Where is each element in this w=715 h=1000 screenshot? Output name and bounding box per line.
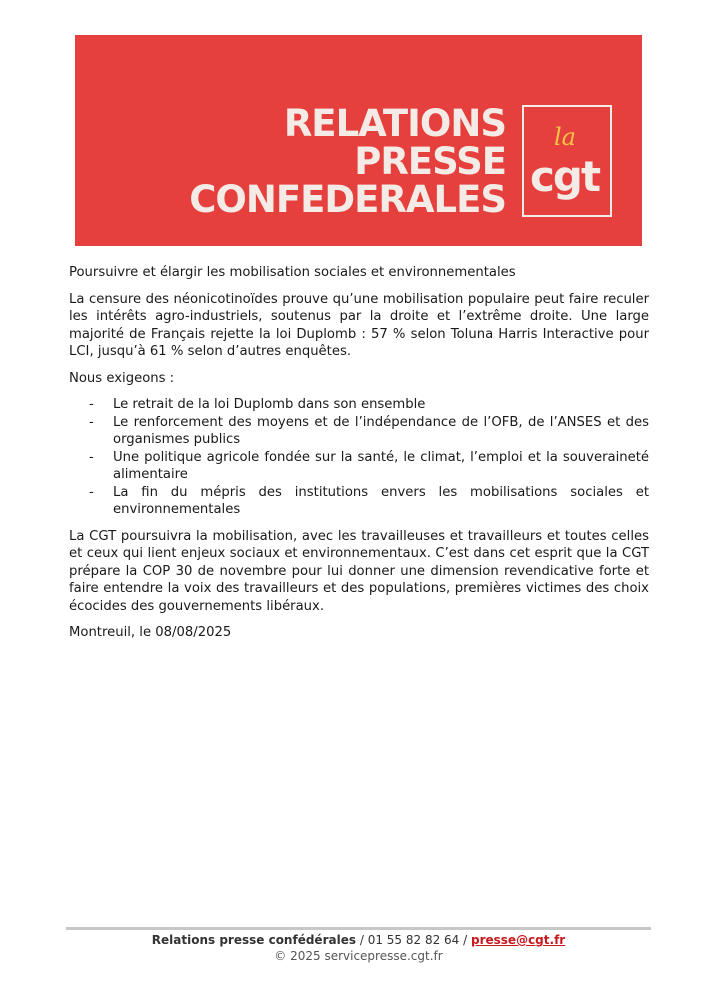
demands-intro: Nous exigeons : — [69, 370, 175, 386]
page-footer — [66, 932, 651, 964]
bullet-dash: - — [89, 414, 94, 430]
footer-separator: / — [359, 933, 364, 947]
footer-contact-line — [66, 932, 651, 948]
article-subtitle: Poursuivre et élargir les mobilisation sociales et environnementales — [69, 265, 516, 280]
cgt-logo-wordmark: cgt — [530, 152, 600, 201]
footer-divider — [66, 927, 651, 930]
demand-text: Le retrait de la loi Duplomb dans son ensemble — [113, 397, 426, 412]
demand-item — [69, 396, 649, 414]
demand-text: Une politique agricole fondée sur la santé, le climat, l’emploi et la souveraineté alimentaire — [113, 449, 649, 482]
article-paragraph-1: La censure des néonicotinoïdes prouve qu’une mobilisation populaire peut faire reculer les intérêts agro-industriels, soutenus par la droite et l’extrême droite. Une large majorité de Français rejette la loi Duplomb : 57 % selon Toluna Harris Interactive pour LCI, jusqu’à 61 % selon d’autres enquêtes. — [69, 291, 649, 359]
demand-item — [69, 414, 649, 449]
press-release-body — [69, 264, 649, 642]
footer-email-link[interactable]: presse@cgt.fr — [471, 933, 566, 947]
banner-title-line-1: RELATIONS — [283, 102, 506, 145]
banner-title-line-3: CONFEDERALES — [189, 178, 506, 221]
demands-list — [69, 396, 649, 519]
demand-text: La fin du mépris des institutions envers les mobilisations sociales et environnementales — [113, 484, 649, 517]
cgt-logo-la: la — [554, 123, 576, 151]
footer-phone: 01 55 82 82 64 — [367, 933, 460, 947]
article-paragraph-2: La CGT poursuivra la mobilisation, avec les travailleuses et travailleurs et toutes celles et ceux qui lient enjeux sociaux et environnementaux. C’est dans cet esprit que la CGT prépare la COP 30 de novembre pour lui donner une dimension revendicative forte et faire entendre la voix des travailleurs et des populations, premières victimes des choix écocides des gouvernements libéraux. — [69, 528, 649, 614]
header-banner — [75, 35, 642, 246]
demand-item — [69, 449, 649, 484]
cgt-logo — [522, 105, 612, 217]
bullet-dash: - — [89, 484, 94, 500]
footer-label: Relations presse confédérales — [151, 933, 356, 947]
bullet-dash: - — [89, 397, 94, 412]
signoff-date: Montreuil, le 08/08/2025 — [69, 625, 232, 640]
banner-title-line-2: PRESSE — [354, 140, 506, 183]
footer-separator: / — [463, 933, 468, 947]
footer-copyright: © 2025 servicepresse.cgt.fr — [274, 949, 443, 963]
bullet-dash: - — [89, 449, 94, 465]
demand-text: Le renforcement des moyens et de l’indépendance de l’OFB, de l’ANSES et des organismes publics — [113, 414, 649, 447]
demand-item — [69, 484, 649, 519]
banner-title — [189, 102, 506, 221]
